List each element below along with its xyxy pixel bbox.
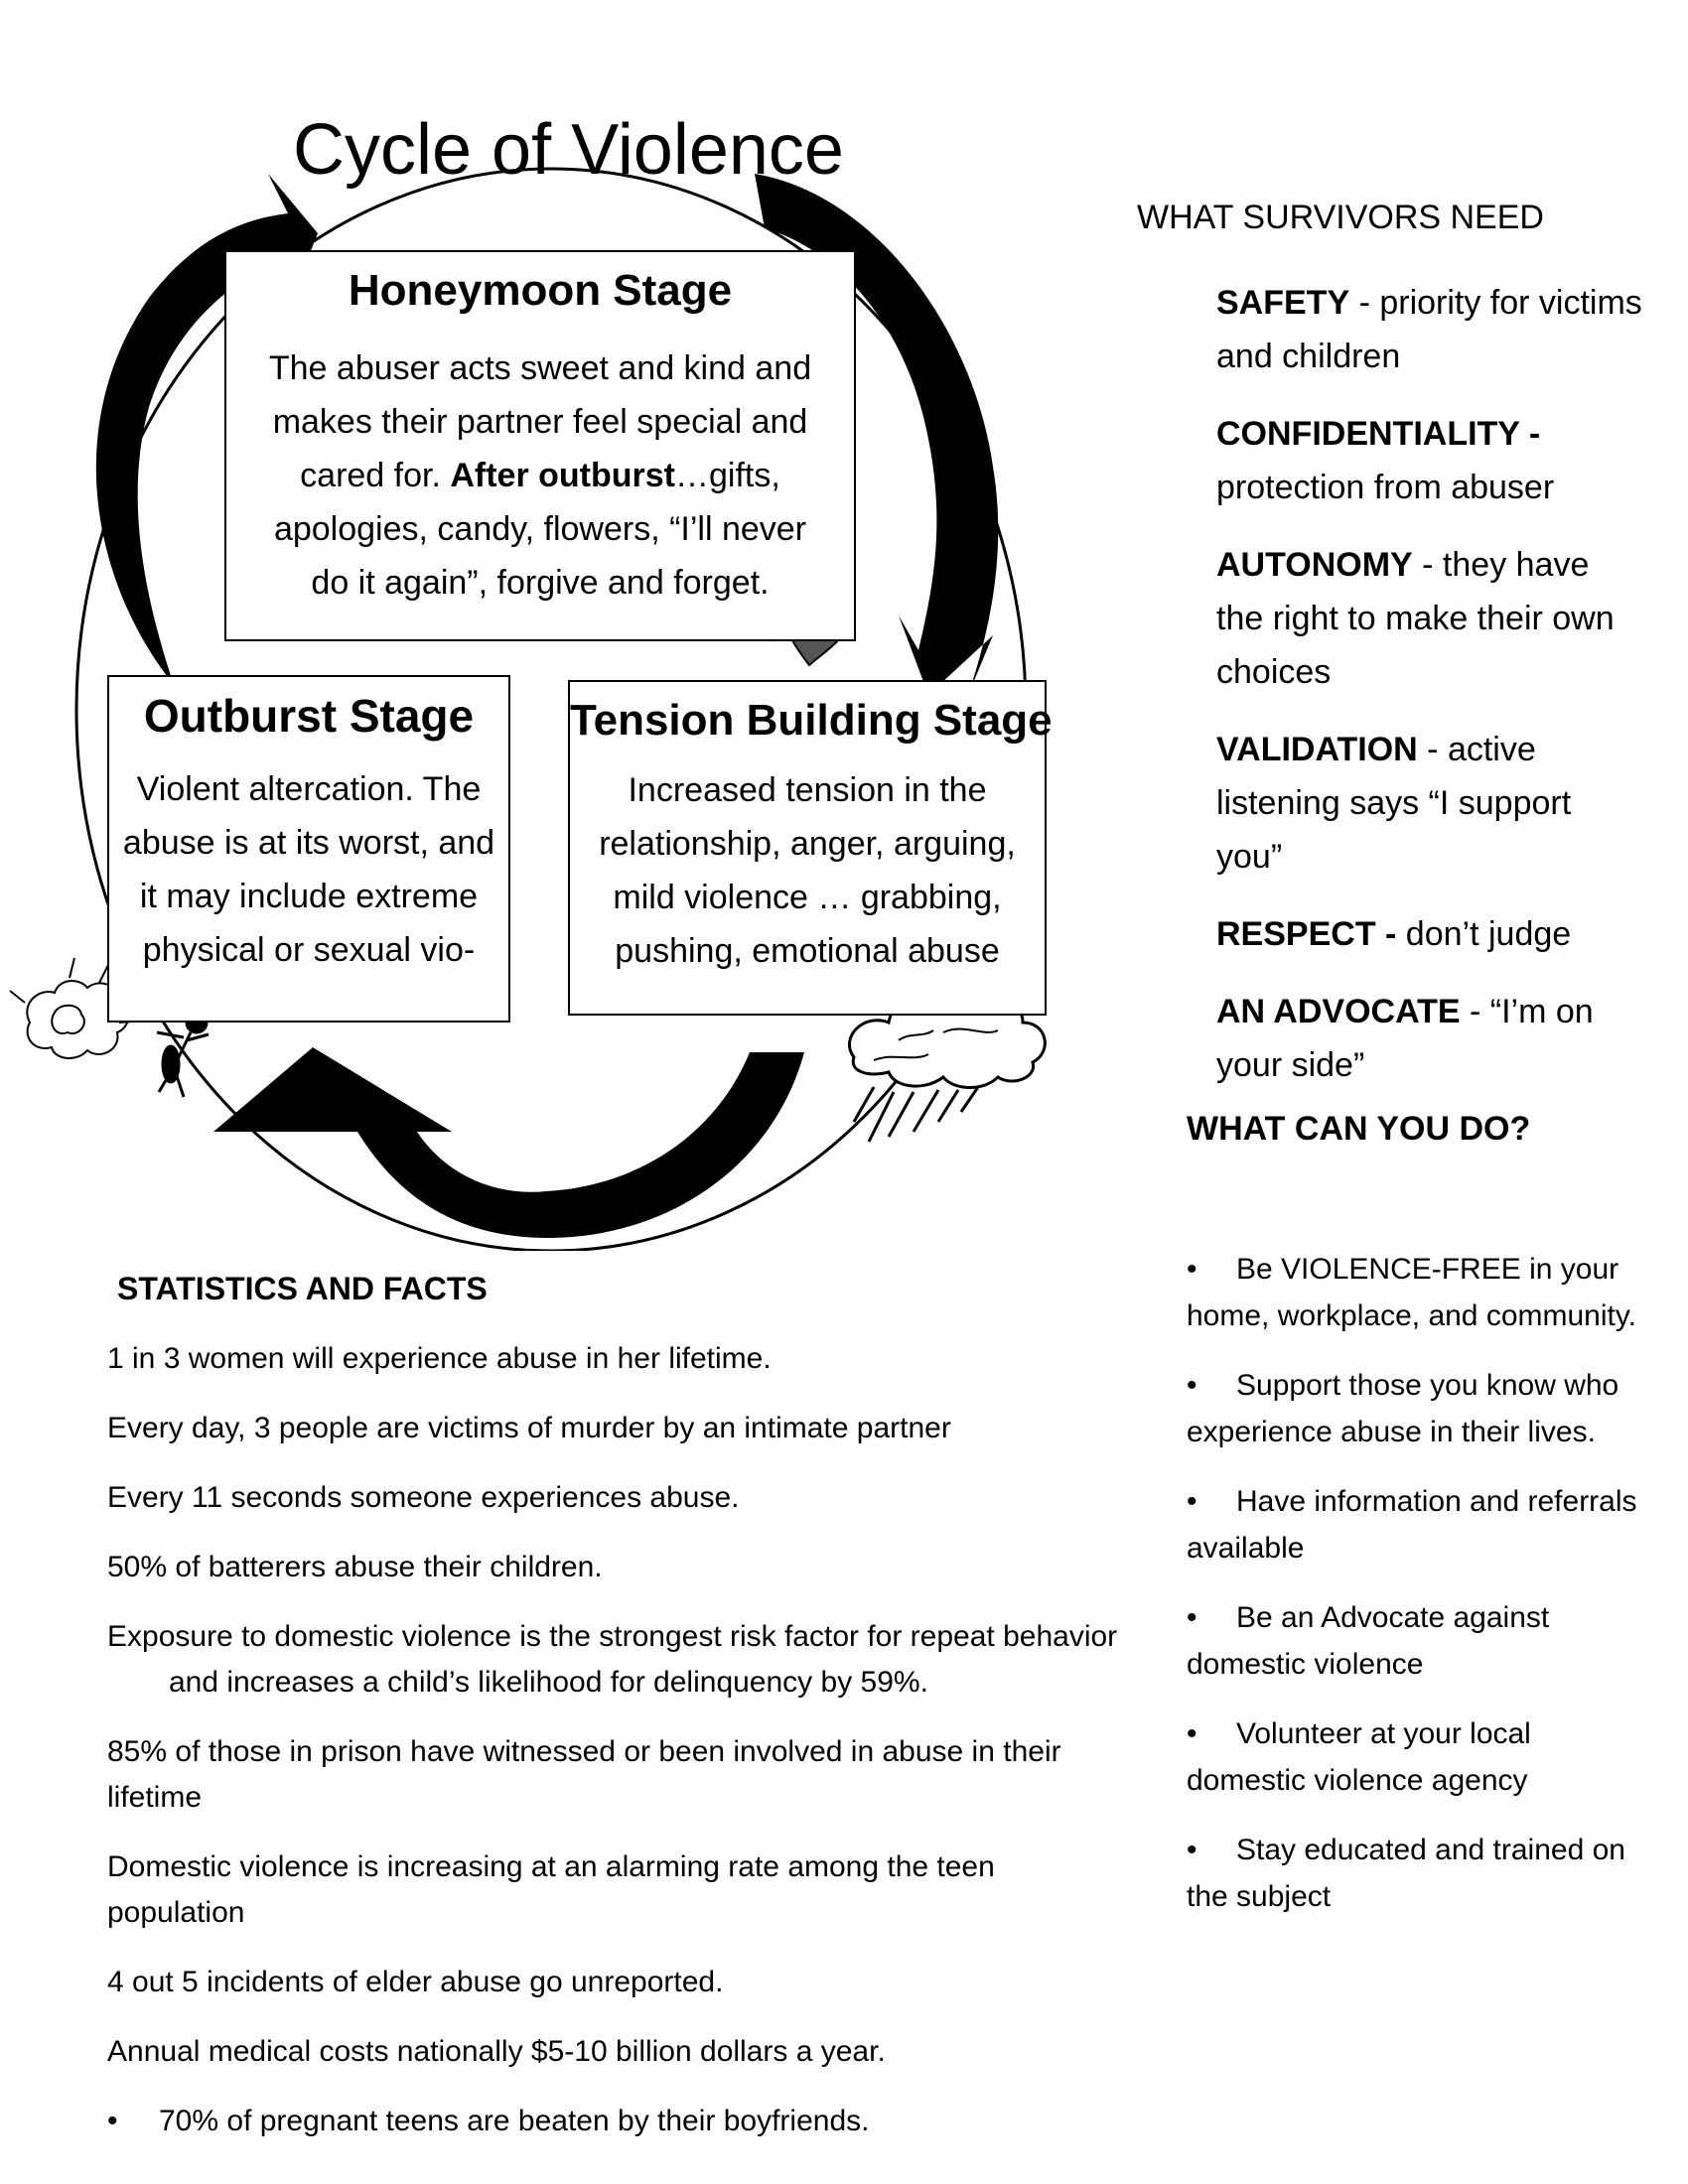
bullet-icon: • [1187,1717,1197,1750]
bullet-icon: • [1187,1601,1197,1634]
action-text: Be an Advocate against domestic violence [1187,1601,1550,1681]
bullet-icon: • [1187,1369,1197,1402]
action-text: Stay educated and trained on the subject [1187,1834,1625,1913]
tension-stage-text: Increased tension in the relationship, anger, arguing, mild violence … grabbing, pushing, emotional abuse [599,771,1016,970]
need-item-confidentiality [1216,407,1643,514]
need-text: - “I’m on your side” [1216,993,1594,1084]
fact-item: Annual medical costs nationally $5-10 billion dollars a year. [107,2035,886,2068]
honeymoon-text-2: …gifts, apologies, candy, flowers, “I’ll never do it again”, forgive and forget. [273,457,807,602]
outburst-stage-text: Violent altercation. The abuse is at its worst, and it may include extreme physical or sexual vio- [122,770,495,969]
need-text: - active listening says “I support you” [1216,731,1572,876]
need-key: CONFIDENTIALITY - [1216,415,1541,453]
honeymoon-stage-title: Honeymoon Stage [348,266,733,315]
list-item [1187,1827,1643,1920]
list-item [1187,1594,1643,1688]
honeymoon-stage-text [226,341,854,610]
action-text: Support those you know who experience abuse in their lives. [1187,1369,1619,1448]
bullet-icon: • [1187,1485,1197,1518]
need-key: RESPECT - [1216,915,1397,953]
honeymoon-stage-box [224,250,856,641]
fact-text: 70% of pregnant teens are beaten by their boyfriends. [159,2105,870,2137]
what-can-you-do-list [1187,1246,1643,1943]
outburst-stage-title: Outburst Stage [143,690,475,742]
need-item-validation [1216,723,1643,884]
fact-item: 1 in 3 women will experience abuse in her lifetime. [107,1342,772,1375]
fact-item: 85% of those in prison have witnessed or been involved in abuse in their lifetime [107,1735,1061,1814]
list-item [1187,1478,1643,1571]
list-item [1187,1246,1643,1339]
need-text: - priority for victims and children [1216,284,1642,375]
bullet-icon: • [1187,1253,1197,1286]
diagram-title: Cycle of Violence [293,110,844,190]
action-text: Be VIOLENCE-FREE in your home, workplace, and community. [1187,1253,1636,1332]
tension-stage-title: Tension Building Stage [570,696,1053,745]
fact-item-bulleted [107,2099,1120,2144]
need-key: AN ADVOCATE [1216,993,1461,1030]
tension-stage-box [568,680,1053,1016]
action-text: Have information and referrals available [1187,1485,1637,1565]
statistics-title: STATISTICS AND FACTS [117,1271,488,1306]
bullet-icon: • [1187,1834,1197,1866]
survivors-need-list [1216,276,1643,1116]
what-can-you-do-title: WHAT CAN YOU DO? [1187,1110,1531,1148]
need-key: AUTONOMY [1216,546,1413,584]
bullet-icon: • [107,2105,118,2137]
honeymoon-text-bold: After outburst [450,457,676,494]
list-item [1187,1362,1643,1455]
need-item-respect [1216,907,1643,961]
fact-item: 50% of batterers abuse their children. [107,1551,603,1583]
need-text: don’t judge [1396,915,1572,953]
fact-item: Every 11 seconds someone experiences abuse. [107,1481,740,1514]
fact-item: Every day, 3 people are victims of murder by an intimate partner [107,1412,951,1444]
outburst-stage-box [107,675,510,1023]
need-key: SAFETY [1216,284,1350,322]
fact-item: 4 out 5 incidents of elder abuse go unreported. [107,1966,724,1998]
action-text: Volunteer at your local domestic violence agency [1187,1717,1531,1797]
need-text: protection from abuser [1216,469,1555,506]
need-item-safety [1216,276,1643,383]
need-text: - they have the right to make their own choices [1216,546,1615,691]
arrow-bottom [213,1047,804,1238]
need-item-autonomy [1216,538,1643,699]
list-item [1187,1710,1643,1804]
fact-item: Exposure to domestic violence is the strongest risk factor for repeat behavior and increases a child’s likelihood for delinquency by 59%. [107,1620,1118,1699]
fact-item: Domestic violence is increasing at an alarming rate among the teen population [107,1850,995,1929]
honeymoon-text-1: The abuser acts sweet and kind and makes their partner feel special and cared for. [268,349,812,494]
need-item-advocate [1216,985,1643,1092]
need-key: VALIDATION [1216,731,1418,768]
survivors-need-title: WHAT SURVIVORS NEED [1137,199,1544,236]
statistics-list [107,1336,1120,2168]
